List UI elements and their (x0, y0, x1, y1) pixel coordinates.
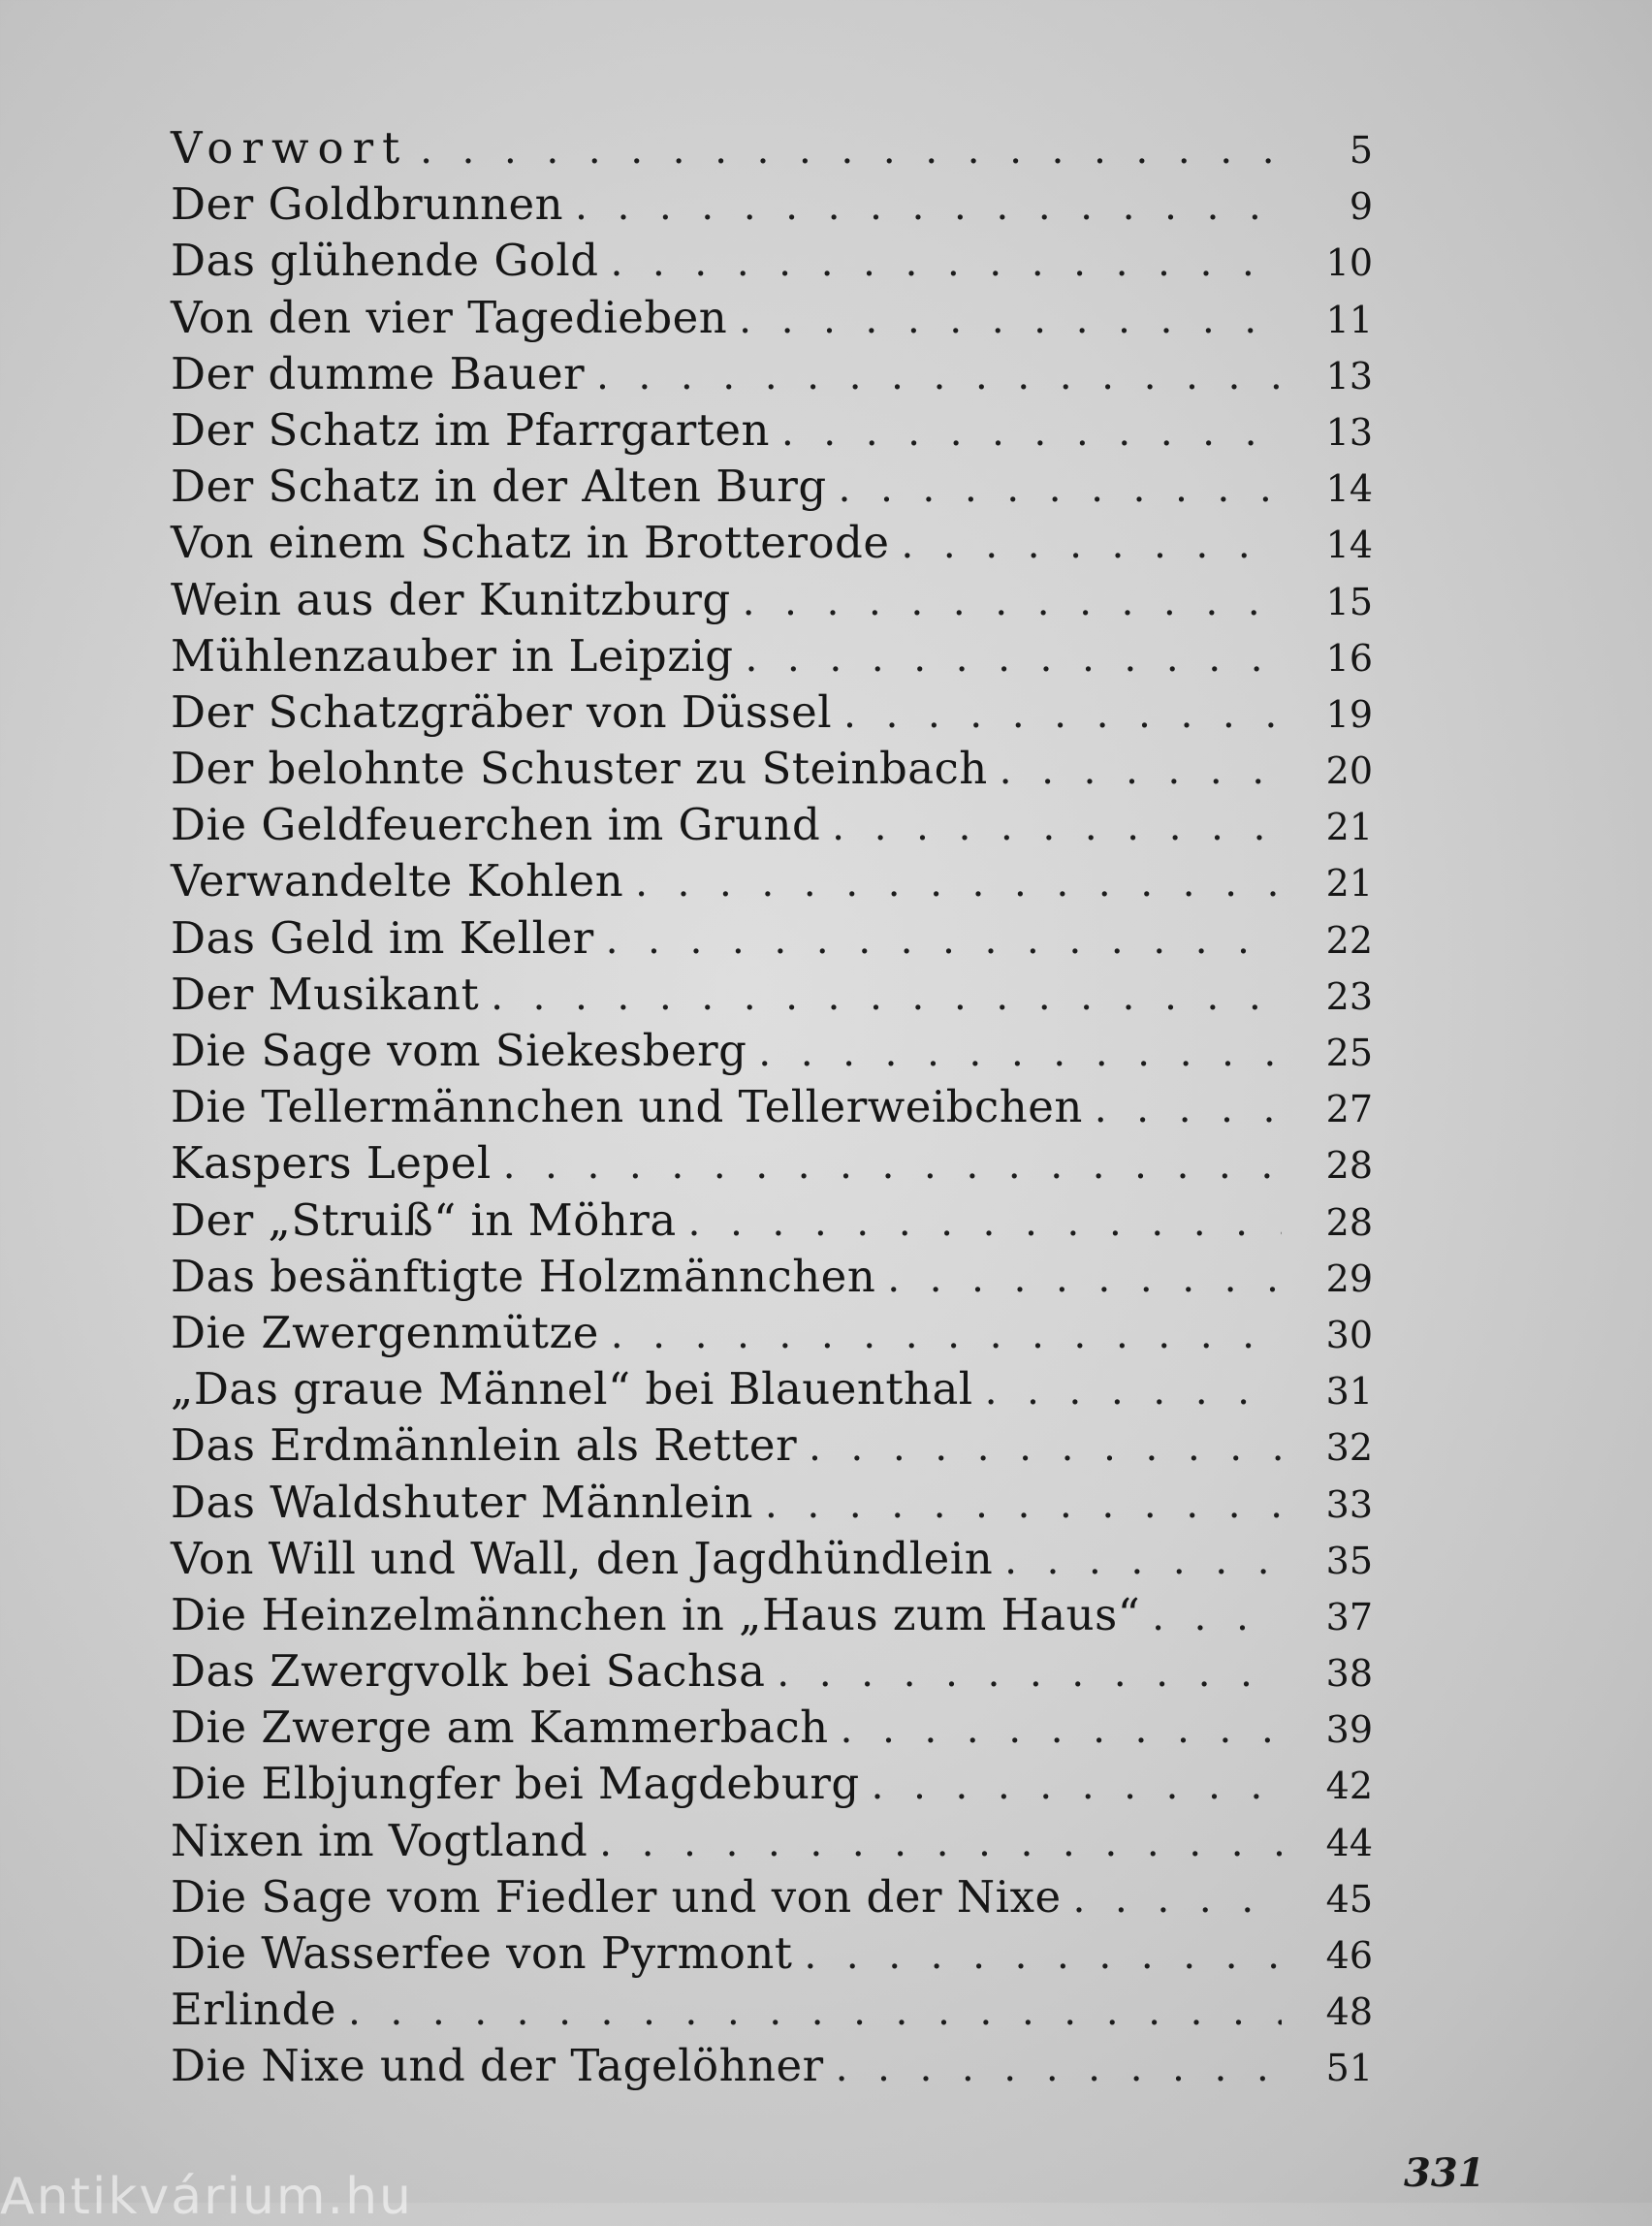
toc-entry-title: Der „Struiß“ in Möhra (171, 1193, 677, 1246)
toc-entry-page: 13 (1325, 410, 1373, 454)
dot-leader (1095, 1081, 1282, 1137)
toc-entry (171, 1869, 1373, 1925)
toc-entry (171, 120, 1373, 176)
toc-entry-title: Erlinde (171, 1984, 337, 2036)
toc-entry (171, 1925, 1373, 1982)
toc-entry (171, 1079, 1373, 1135)
toc-entry-title: Verwandelte Kohlen (171, 855, 624, 907)
dot-leader (611, 235, 1282, 291)
toc-entry-title: Von einem Schatz in Brotterode (171, 517, 890, 569)
toc-entry-page: 29 (1325, 1256, 1373, 1300)
toc-entry-page: 11 (1325, 298, 1373, 341)
toc-entry (171, 797, 1373, 853)
dot-leader (688, 1194, 1282, 1251)
toc-entry-title: Die Elbjungfer bei Magdeburg (171, 1758, 860, 1810)
toc-entry-title: Die Sage vom Siekesberg (171, 1025, 747, 1076)
dot-leader (809, 1419, 1282, 1476)
toc-entry-title: Der dumme Bauer (171, 347, 586, 399)
toc-entry (171, 1249, 1373, 1305)
toc-entry (171, 910, 1373, 967)
dot-leader (746, 630, 1282, 686)
dot-leader (1073, 1871, 1282, 1927)
toc-entry-page: 15 (1325, 580, 1373, 623)
toc-entry (171, 1587, 1373, 1643)
dot-leader (781, 404, 1282, 461)
toc-entry-title: Die Wasserfee von Pyrmont (171, 1927, 793, 1979)
toc-entry-page: 20 (1325, 749, 1373, 793)
toc-entry-page: 46 (1325, 1934, 1373, 1977)
toc-entry-title: Die Nixe und der Tagelöhner (171, 2040, 824, 2092)
toc-entry-page: 31 (1325, 1370, 1373, 1414)
toc-entry-page: 21 (1325, 806, 1373, 849)
toc-entry-page: 14 (1325, 524, 1373, 567)
toc-entry (171, 176, 1373, 233)
dot-leader (596, 348, 1282, 404)
toc-entry-page: 13 (1325, 354, 1373, 398)
toc-entry-title: Die Zwerge am Kammerbach (171, 1701, 829, 1754)
toc-entry-page: 45 (1325, 1877, 1373, 1921)
toc-entry-title: Wein aus der Kunitzburg (171, 573, 731, 625)
dot-leader (901, 517, 1282, 573)
toc-entry (171, 1305, 1373, 1361)
toc-entry-page: 23 (1325, 974, 1373, 1018)
toc-entry-page: 37 (1325, 1595, 1373, 1638)
toc-entry-title: Das Erdmännlein als Retter (171, 1419, 798, 1472)
toc-entry-title: Der Schatzgräber von Düssel (171, 685, 833, 738)
toc-entry-page: 14 (1325, 467, 1373, 511)
dot-leader (739, 292, 1282, 348)
dot-leader (491, 969, 1282, 1025)
toc-entry (171, 1135, 1373, 1192)
watermark: Antikvárium.hu (0, 2168, 413, 2226)
dot-leader (1000, 743, 1282, 799)
dot-leader (765, 1477, 1282, 1533)
toc-entry-page: 19 (1325, 692, 1373, 736)
dot-leader (887, 1251, 1282, 1307)
toc-entry-page: 28 (1325, 1200, 1373, 1244)
toc-entry (171, 967, 1373, 1023)
toc-entry-page: 5 (1349, 129, 1373, 172)
toc-entry-page: 33 (1325, 1482, 1373, 1526)
toc-entry (171, 2038, 1373, 2094)
dot-leader (611, 1307, 1282, 1363)
dot-leader (348, 1984, 1282, 2040)
toc-entry-title: Die Heinzelmännchen in „Haus zum Haus“ (171, 1588, 1141, 1640)
dot-leader (1004, 1533, 1282, 1589)
toc-entry (171, 515, 1373, 571)
toc-entry-title: Kaspers Lepel (171, 1137, 492, 1190)
toc-entry-page: 38 (1325, 1652, 1373, 1696)
toc-entry-title: Die Zwergenmütze (171, 1306, 599, 1358)
toc-entry-title: Der Goldbrunnen (171, 178, 564, 231)
toc-entry-page: 16 (1325, 636, 1373, 680)
toc-entry-page: 35 (1325, 1539, 1373, 1582)
toc-entry (171, 628, 1373, 684)
toc-entry-page: 27 (1325, 1088, 1373, 1131)
toc-entry-title: Von den vier Tagedieben (171, 291, 728, 343)
toc-entry-page: 21 (1325, 862, 1373, 906)
dot-leader (804, 1927, 1282, 1984)
dot-leader (843, 686, 1282, 743)
toc-entry (171, 1643, 1373, 1700)
toc-entry (171, 1475, 1373, 1531)
toc-entry-page: 44 (1325, 1821, 1373, 1864)
toc-entry (171, 459, 1373, 515)
toc-entry-title: Der Musikant (171, 968, 480, 1020)
toc-entry (171, 684, 1373, 741)
page-number: 331 (1404, 2150, 1485, 2196)
dot-leader (985, 1363, 1282, 1419)
table-of-contents (171, 120, 1373, 2095)
toc-entry-page: 9 (1349, 185, 1373, 229)
toc-entry-title: Der Schatz in der Alten Burg (171, 461, 827, 513)
dot-leader (635, 855, 1282, 911)
toc-entry-title: Vorwort (171, 122, 409, 174)
toc-entry-title: Das besänftigte Holzmännchen (171, 1250, 876, 1302)
toc-entry-page: 28 (1325, 1144, 1373, 1188)
toc-entry-page: 22 (1325, 918, 1373, 962)
toc-entry-page: 32 (1325, 1426, 1373, 1470)
dot-leader (841, 1701, 1282, 1758)
dot-leader (836, 2040, 1282, 2096)
toc-entry-title: Nixen im Vogtland (171, 1814, 588, 1866)
toc-entry (171, 346, 1373, 402)
toc-entry (171, 1192, 1373, 1249)
dot-leader (839, 461, 1282, 517)
dot-leader (777, 1645, 1282, 1701)
dot-leader (606, 912, 1282, 969)
toc-entry (171, 1023, 1373, 1079)
toc-entry (171, 572, 1373, 628)
toc-entry (171, 1700, 1373, 1756)
toc-entry-title: Das Zwergvolk bei Sachsa (171, 1645, 766, 1698)
toc-entry-title: Der Schatz im Pfarrgarten (171, 403, 770, 456)
toc-entry-title: Das glühende Gold (171, 235, 599, 287)
dot-leader (872, 1758, 1282, 1814)
toc-entry-page: 39 (1325, 1708, 1373, 1752)
toc-entry-page: 48 (1325, 1990, 1373, 2034)
toc-entry (171, 853, 1373, 909)
toc-entry-title: Das Geld im Keller (171, 911, 594, 964)
dot-leader (575, 178, 1282, 235)
toc-entry (171, 1813, 1373, 1869)
dot-leader (743, 574, 1282, 630)
toc-entry (171, 290, 1373, 346)
dot-leader (420, 122, 1282, 178)
toc-entry (171, 402, 1373, 459)
toc-entry-title: Mühlenzauber in Leipzig (171, 629, 734, 682)
toc-entry (171, 1756, 1373, 1812)
dot-leader (832, 799, 1282, 855)
toc-entry-title: „Das graue Männel“ bei Blauenthal (171, 1363, 973, 1415)
toc-entry (171, 1417, 1373, 1474)
toc-entry (171, 1531, 1373, 1587)
toc-entry-page: 51 (1325, 2047, 1373, 2090)
toc-entry (171, 741, 1373, 797)
toc-entry-page: 42 (1325, 1765, 1373, 1808)
toc-entry-page: 30 (1325, 1313, 1373, 1356)
toc-entry (171, 1982, 1373, 2038)
dot-leader (1152, 1589, 1282, 1645)
toc-entry-page: 10 (1325, 241, 1373, 285)
toc-entry-page: 25 (1325, 1032, 1373, 1074)
toc-entry-title: Das Waldshuter Männlein (171, 1476, 754, 1528)
toc-entry-title: Die Geldfeuerchen im Grund (171, 799, 821, 851)
dot-leader (758, 1025, 1282, 1081)
toc-entry-title: Die Sage vom Fiedler und von der Nixe (171, 1870, 1062, 1923)
toc-entry-title: Von Will und Wall, den Jagdhündlein (171, 1532, 994, 1584)
toc-entry-title: Die Tellermännchen und Tellerweibchen (171, 1081, 1083, 1133)
dot-leader (503, 1137, 1282, 1193)
toc-entry-title: Der belohnte Schuster zu Steinbach (171, 743, 988, 795)
dot-leader (599, 1815, 1282, 1871)
toc-entry (171, 1361, 1373, 1417)
toc-entry (171, 233, 1373, 289)
